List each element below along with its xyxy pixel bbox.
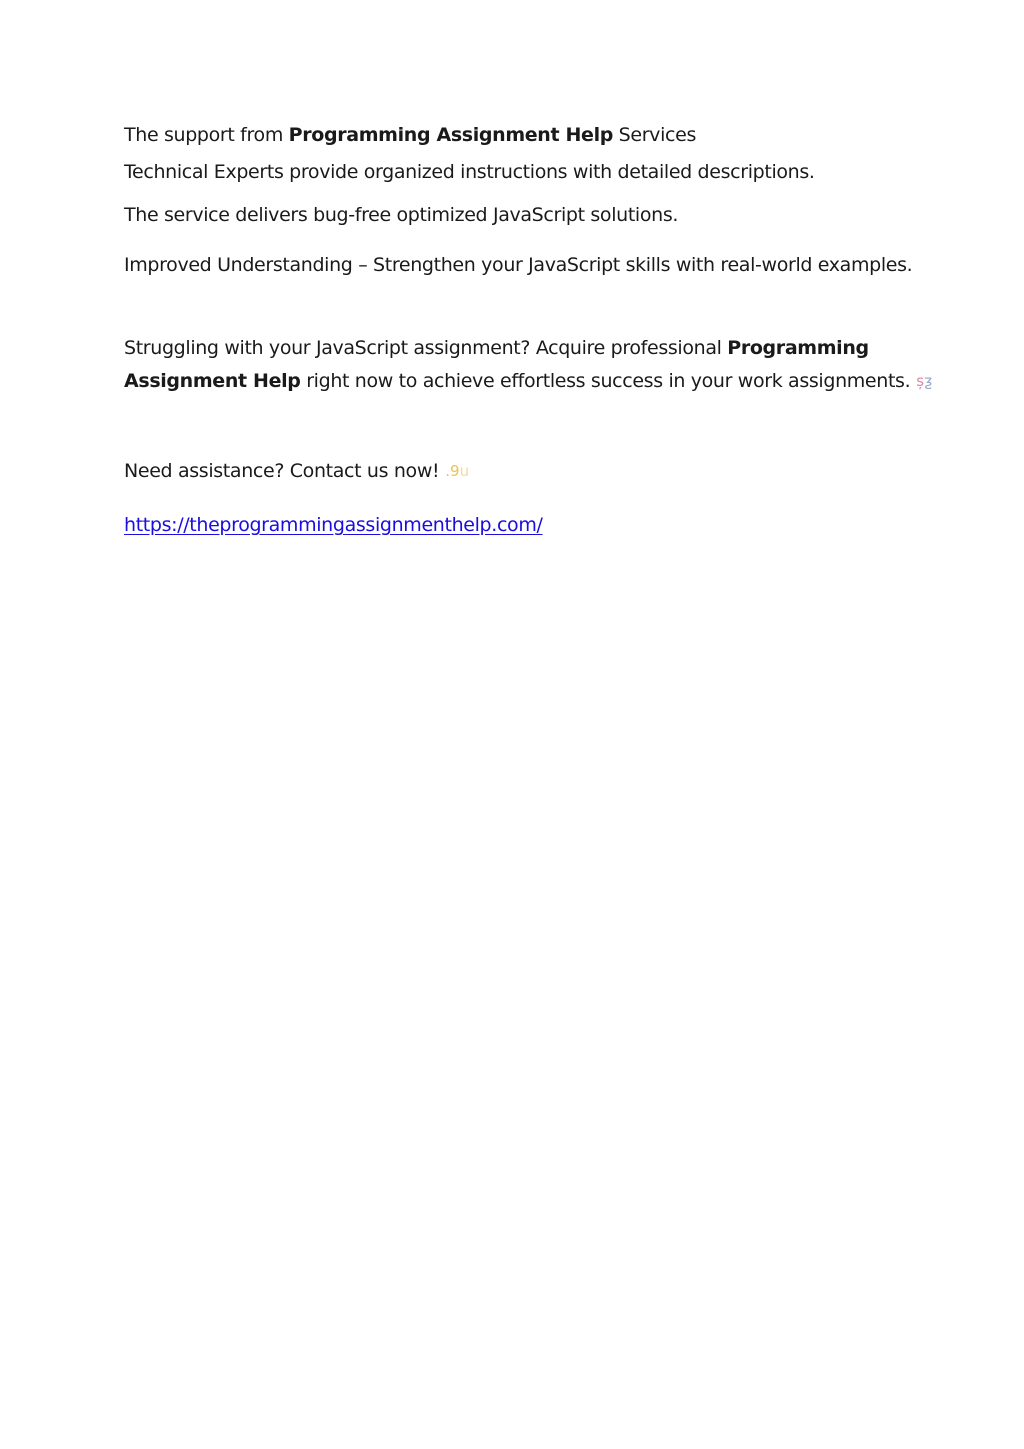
point-improved-understanding: Improved Understanding – Strengthen your JavaScript skills with real-world examples. [124, 254, 913, 276]
intro-line [124, 123, 696, 147]
cta-line-1-bold: Programming [727, 337, 869, 359]
cta-line-1-text: Struggling with your JavaScript assignment? Acquire professional [124, 337, 728, 359]
cta-line-1 [124, 336, 869, 360]
point-bug-free: The service delivers bug-free optimized JavaScript solutions. [124, 204, 679, 226]
intro-bold-service-name: Programming Assignment Help [288, 124, 613, 146]
intro-prefix: The support from [124, 124, 289, 146]
cta-line-2-text: right now to achieve effortless success in your work assignments. [300, 370, 911, 392]
cta-line-2-bold: Assignment Help [124, 370, 301, 392]
phone-icon: .9u [445, 462, 470, 480]
contact-line [124, 459, 469, 483]
rocket-icon: șƺ [916, 372, 932, 390]
website-link-line [124, 513, 543, 537]
point-technical-experts: Technical Experts provide organized instructions with detailed descriptions. [124, 161, 815, 183]
cta-line-2 [124, 369, 932, 393]
contact-text: Need assistance? Contact us now! [124, 460, 440, 482]
website-link[interactable]: https://theprogrammingassignmenthelp.com/ [124, 514, 543, 536]
intro-suffix: Services [612, 124, 696, 146]
